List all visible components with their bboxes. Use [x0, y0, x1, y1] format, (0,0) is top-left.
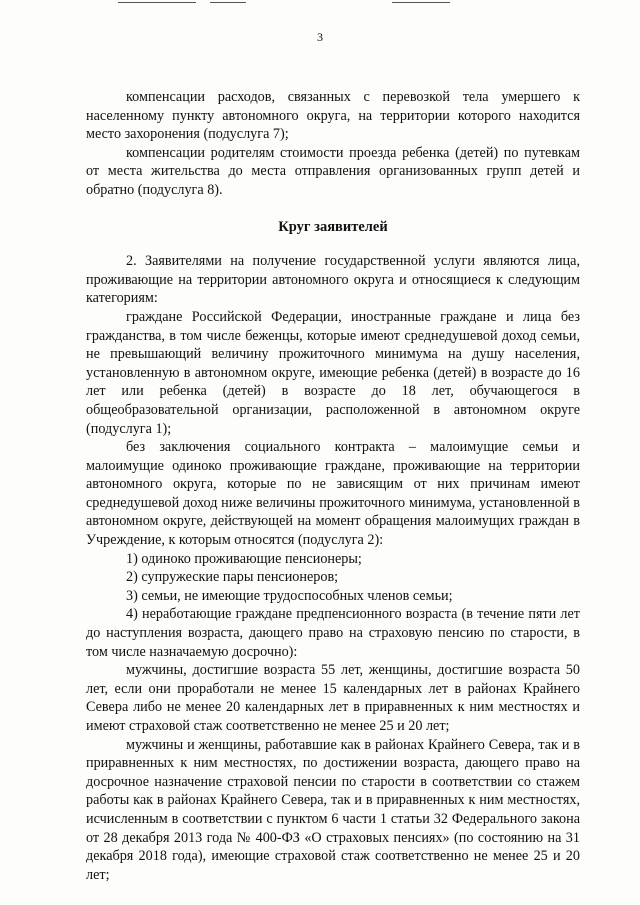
paragraph-applicants: 2. Заявителями на получение государственной услуги являются лица, проживающие на территории автономного округа и относящиеся к следующим категориям: — [86, 253, 580, 307]
paragraph-intro-2: компенсации родителям стоимости проезда ребенка (детей) по путевкам от места жительства до места отправления организованных групп детей и обратно (подуслуга 8). — [86, 144, 580, 198]
page-number: 3 — [317, 30, 323, 44]
list-item-1: 1) одиноко проживающие пенсионеры; — [126, 550, 362, 567]
scan-line-left — [118, 2, 196, 3]
list-item-4: 4) неработающие граждане предпенсионного возраста (в течение пяти лет до наступления возраста, дающего право на страховую пенсию по старости, в том числе назначаемую досрочно): — [86, 606, 580, 660]
list-item-3: 3) семьи, не имеющие трудоспособных членов семьи; — [126, 587, 453, 604]
scan-line-middle — [210, 2, 246, 3]
paragraph-men-women-55-50: мужчины, достигшие возраста 55 лет, женщины, достигшие возраста 50 лет, если они проработали не менее 15 календарных лет в районах Крайнего Севера либо не менее 20 календарных лет в приравненных к ним местностях и имеют страховой стаж соответственно не менее 25 и 20 лет; — [86, 662, 580, 734]
section-title: Круг заявителей — [278, 218, 388, 235]
paragraph-men-women-north: мужчины и женщины, работавшие как в районах Крайнего Севера, так и в приравненных к ним местностях, по достижении возраста, дающего право на досрочное назначение страховой пенсии по старости в соответствии со стажем работы как в районах Крайнего Севера, так и в приравненных к ним местностях, исчисленным в соответствии с пунктом 6 части 1 статьи 32 Федерального закона от 28 декабря 2013 года № 400-ФЗ «О страховых пенсиях» (по состоянию на 31 декабря 2018 года), имеющие страховой стаж соответственно не менее 25 и 20 лет; — [86, 736, 580, 883]
list-item-2: 2) супружеские пары пенсионеров; — [126, 569, 339, 586]
document-body — [86, 88, 580, 884]
paragraph-category-low-income: без заключения социального контракта – малоимущие семьи и малоимущие одиноко проживающие граждане, проживающие на территории автономного округа, которые по не зависящим от них причинам имеют среднедушевой доход ниже величины прожиточного минимума, установленной в автономном округе, действующей на момент обращения малоимущих граждан в Учреждение, к которым относятся (подуслуга 2): — [86, 439, 580, 549]
scan-line-right — [392, 2, 450, 3]
paragraph-category-citizens: граждане Российской Федерации, иностранные граждане и лица без гражданства, в том числе беженцы, которые имеют среднедушевой доход семьи, не превышающий величину прожиточного минимума на душу населения, установленную в автономном округе, имеющие ребенка (детей) в возрасте до 16 лет или ребенка (детей) в возрасте до 18 лет, обучающегося в общеобразовательной организации, расположенной в автономном округе (подуслуга 1); — [86, 308, 580, 437]
paragraph-intro-1: компенсации расходов, связанных с перевозкой тела умершего к населенному пункту автономного округа, на территории которого находится место захоронения (подуслуга 7); — [86, 89, 580, 143]
